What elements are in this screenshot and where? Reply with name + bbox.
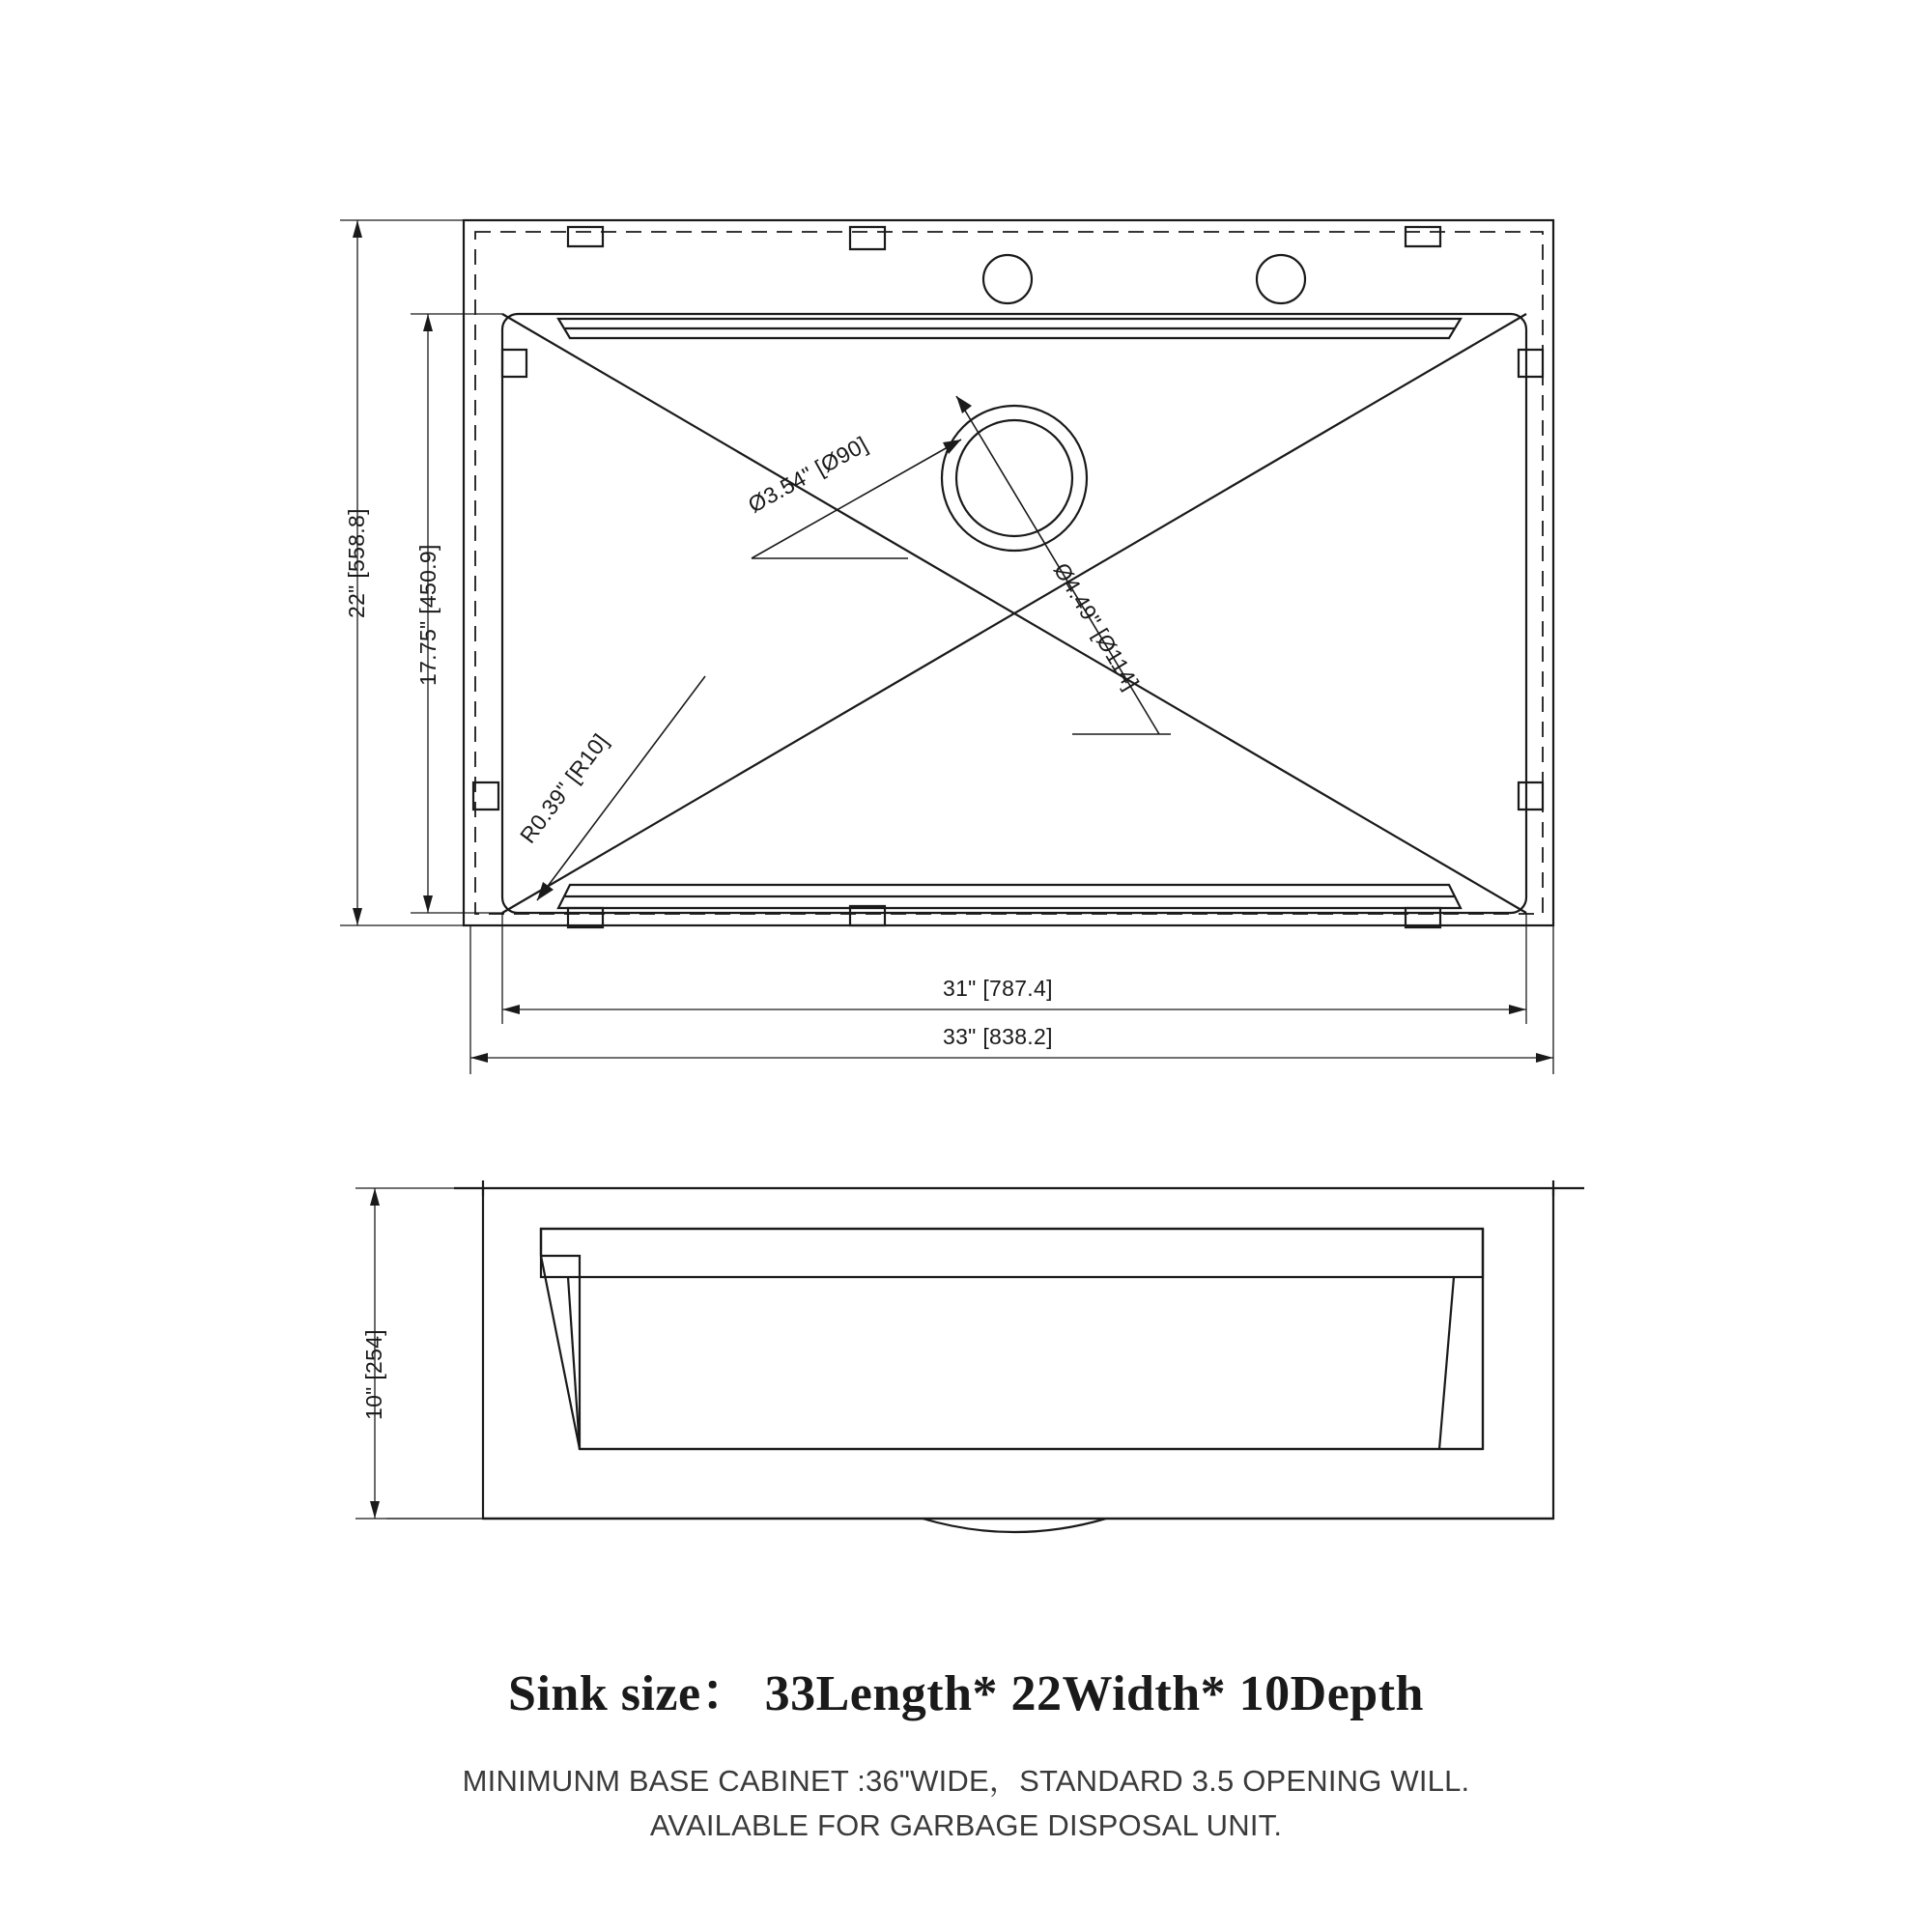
dim-label-depth: 10" [254] xyxy=(361,1329,386,1420)
front-basin-inner xyxy=(541,1229,1483,1449)
sink-deck-outline xyxy=(464,220,1553,925)
mount-clip-left-1 xyxy=(502,350,526,377)
front-ledge-right-edge xyxy=(1439,1277,1454,1449)
dim-label-overall-width: 33" [838.2] xyxy=(943,1024,1053,1049)
mount-clip-right-2 xyxy=(1519,782,1543,810)
mount-clip-top-2 xyxy=(850,227,885,249)
dim-arrow-31-right xyxy=(1509,1005,1526,1014)
dim-arrow-33-left xyxy=(470,1053,488,1063)
dim-arrow-33-right xyxy=(1536,1053,1553,1063)
mount-clip-left-2 xyxy=(473,782,498,810)
front-view-body xyxy=(483,1188,1553,1519)
mount-clip-top-3 xyxy=(1406,227,1440,246)
caption-line-2: AVAILABLE FOR GARBAGE DISPOSAL UNIT. xyxy=(649,1808,1283,1842)
dim-arrow-22-bottom xyxy=(353,908,362,925)
dim-arrow-10-top xyxy=(370,1188,380,1206)
dim-label-inner-width: 31" [787.4] xyxy=(943,976,1053,1001)
dim-label-drain-inner: Ø3.54" [Ø90] xyxy=(744,431,872,518)
caption-line-1: MINIMUNM BASE CABINET :36"WIDE，STANDARD 3.5 OPENING WILL. xyxy=(462,1764,1470,1798)
dim-arrow-10-bottom xyxy=(370,1501,380,1519)
leader-drain-inner-arrow xyxy=(943,440,961,454)
dim-arrow-22-top xyxy=(353,220,362,238)
leader-drain-outer-arrow xyxy=(956,396,972,413)
dim-arrow-31-left xyxy=(502,1005,520,1014)
drain-inner-circle xyxy=(956,420,1072,536)
dim-label-overall-height: 22" [558.8] xyxy=(344,508,369,618)
dim-label-corner-radius: R0.39" [R10] xyxy=(515,728,613,848)
caption-title: Sink size： 33Length* 22Width* 10Depth xyxy=(508,1666,1424,1721)
front-drain-bump xyxy=(923,1519,1106,1532)
dim-label-drain-outer: Ø4.49" [Ø114] xyxy=(1048,558,1145,695)
dim-arrow-1775-bottom xyxy=(423,895,433,913)
cutout-dashed-rect xyxy=(475,232,1543,914)
faucet-hole-right xyxy=(1257,255,1305,303)
mount-clip-right-1 xyxy=(1519,350,1543,377)
faucet-hole-left xyxy=(983,255,1032,303)
front-ledge-band xyxy=(541,1229,1483,1277)
dim-arrow-1775-top xyxy=(423,314,433,331)
drain-outer-circle xyxy=(942,406,1087,551)
dim-label-inner-height: 17.75" [450.9] xyxy=(415,544,440,686)
mount-clip-top-1 xyxy=(568,227,603,246)
